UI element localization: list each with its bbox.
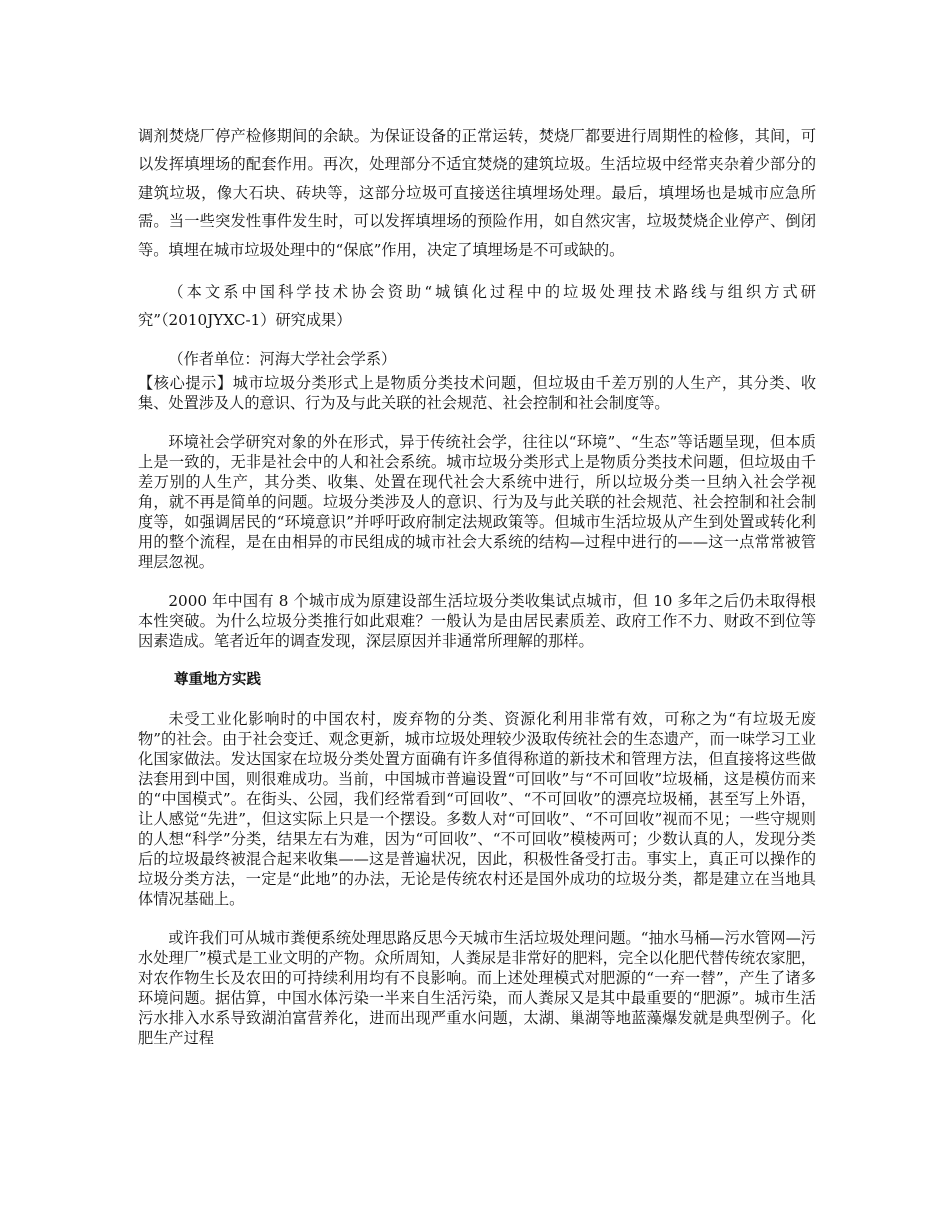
paragraph-2: 2000 年中国有 8 个城市成为原建设部生活垃圾分类收集试点城市，但 10 多年之后仍未取得根本性突破。为什么垃圾分类推行如此艰难？一般认为是由居民素质差、政府工作不力、财政不到位等因素造成。笔者近年的调查发现，深层原因并非通常所理解的那样。 xyxy=(138,592,816,651)
article-page xyxy=(138,122,816,1048)
funding-note: （本文系中国科学技术协会资助“城镇化过程中的垃圾处理技术路线与组织方式研究”（2010JYXC-1）研究成果） xyxy=(138,283,816,330)
author-unit: （作者单位：河海大学社会学系） xyxy=(168,349,397,368)
section-heading: 尊重地方实践 xyxy=(174,672,261,689)
core-tip: 【核心提示】城市垃圾分类形式上是物质分类技术问题，但垃圾由千差万别的人生产，其分类、收集、处置涉及人的意识、行为及与此关联的社会规范、社会控制和社会制度等。 xyxy=(138,374,816,413)
paragraph-4: 或许我们可从城市粪便系统处理思路反思今天城市生活垃圾处理问题。“抽水马桶—污水管网—污水处理厂”模式是工业文明的产物。众所周知，人粪尿是非常好的肥料，完全以化肥代替传统农家肥，对农作物生长及农田的可持续利用均有不良影响。而上述处理模式对肥源的“一弃一替”，产生了诸多环境问题。据估算，中国水体污染一半来自生活污染，而人粪尿又是其中最重要的“肥源”。城市生活污水排入水系导致湖泊富营养化，进而出现严重水问题，太湖、巢湖等地蓝藻爆发就是典型例子。化肥生产过程 xyxy=(138,929,816,1048)
paragraph-continuation: 调剂焚烧厂停产检修期间的余缺。为保证设备的正常运转，焚烧厂都要进行周期性的检修，其间，可以发挥填埋场的配套作用。再次，处理部分不适宜焚烧的建筑垃圾。生活垃圾中经常夹杂着少部分的建筑垃圾，像大石块、砖块等，这部分垃圾可直接送往填埋场处理。最后，填埋场也是城市应急所需。当一些突发性事件发生时，可以发挥填埋场的预险作用，如自然灾害，垃圾焚烧企业停产、倒闭等。填埋在城市垃圾处理中的“保底”作用，决定了填埋场是不可或缺的。 xyxy=(138,127,816,259)
paragraph-1: 环境社会学研究对象的外在形式，异于传统社会学，往往以“环境”、“生态”等话题呈现，但本质上是一致的，无非是社会中的人和社会系统。城市垃圾分类形式上是物质分类技术问题，但垃圾由千差万别的人生产，其分类、收集、处置在现代社会大系统中进行，所以垃圾分类一旦纳入社会学视角，就不再是简单的问题。垃圾分类涉及人的意识、行为及与此关联的社会规范、社会控制和社会制度等，如强调居民的“环境意识”并呼吁政府制定法规政策等。但城市生活垃圾从产生到处置或转化利用的整个流程，是在由相异的市民组成的城市社会大系统的结构—过程中进行的——这一点常常被管理层忽视。 xyxy=(138,433,816,572)
paragraph-3: 未受工业化影响时的中国农村，废弃物的分类、资源化利用非常有效，可称之为“有垃圾无废物”的社会。由于社会变迁、观念更新，城市垃圾处理较少汲取传统社会的生态遗产，而一味学习工业化国家做法。发达国家在垃圾分类处置方面确有许多值得称道的新技术和管理方法，但直接将这些做法套用到中国，则很难成功。当前，中国城市普遍设置“可回收”与“不可回收”垃圾桶，这是模仿而来的“中国模式”。在街头、公园，我们经常看到“可回收”、“不可回收”的漂亮垃圾桶，甚至写上外语，让人感觉“先进”，但这实际上只是一个摆设。多数人对“可回收”、“不可回收”视而不见；一些守规则的人想“科学”分类，结果左右为难，因为“可回收”、“不可回收”模棱两可；少数认真的人，发现分类后的垃圾最终被混合起来收集——这是普遍状况，因此，积极性备受打击。事实上，真正可以操作的垃圾分类方法，一定是“此地”的办法，无论是传统农村还是国外成功的垃圾分类，都是建立在当地具体情况基础上。 xyxy=(138,710,816,909)
